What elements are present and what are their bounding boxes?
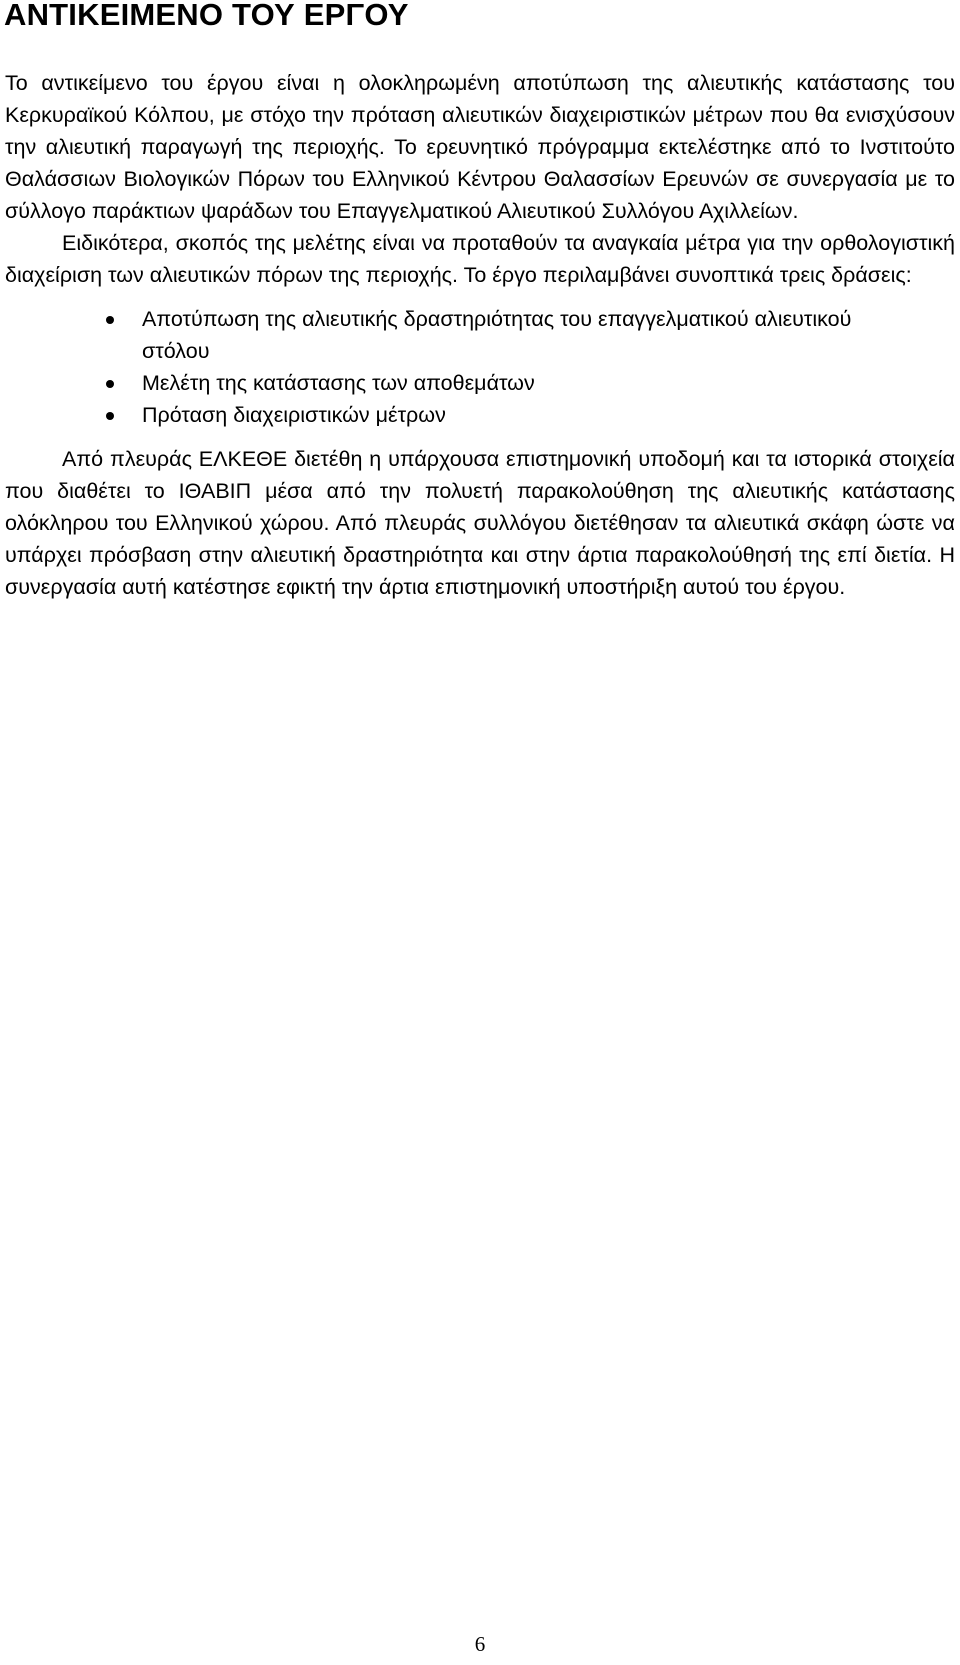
paragraph-intro: Το αντικείμενο του έργου είναι η ολοκληρωμένη αποτύπωση της αλιευτικής κατάστασης του Κερκυραϊκού Κόλπου, με στόχο την πρόταση αλιευτικών διαχειριστικών μέτρων που θα ενισχύσουν την αλιευτική παραγωγή της περιοχής. Το ερευνητικό πρόγραμμα εκτελέστηκε από το Ινστιτούτο Θαλάσσιων Βιολογικών Πόρων του Ελληνικού Κέντρου Θαλασσίων Ερευνών σε συνεργασία με το σύλλογο παράκτιων ψαράδων του Επαγγελματικού Αλιευτικού Συλλόγου Αχιλλείων. [5,71,955,223]
bullet-dot-icon [106,316,114,324]
page-number: 6 [474,1632,486,1656]
actions-list [5,303,955,431]
list-item-text: Αποτύπωση της αλιευτικής δραστηριότητας του επαγγελματικού αλιευτικού στόλου [142,307,852,363]
paragraph-purpose: Ειδικότερα, σκοπός της μελέτης είναι να προταθούν τα αναγκαία μέτρα για την ορθολογιστική διαχείριση των αλιευτικών πόρων της περιοχής. Το έργο περιλαμβάνει συνοπτικά τρεις δράσεις: [5,231,955,287]
list-item-text: Μελέτη της κατάστασης των αποθεμάτων [142,371,535,395]
list-item [5,399,955,431]
bullet-dot-icon [106,380,114,388]
list-item [5,367,955,399]
document-body [5,67,955,603]
list-item-text: Πρόταση διαχειριστικών μέτρων [142,403,446,427]
list-item [5,303,955,367]
bullet-dot-icon [106,412,114,420]
paragraph-resources: Από πλευράς ΕΛΚΕΘΕ διετέθη η υπάρχουσα επιστημονική υποδομή και τα ιστορικά στοιχεία που διαθέτει το ΙΘΑΒΙΠ μέσα από την πολυετή παρακολούθηση της αλιευτικής κατάστασης ολόκληρου του Ελληνικού χώρου. Από πλευράς συλλόγου διετέθησαν τα αλιευτικά σκάφη ώστε να υπάρχει πρόσβαση στην αλιευτική δραστηριότητα και στην άρτια παρακολούθησή της επί διετία. Η συνεργασία αυτή κατέστησε εφικτή την άρτια επιστημονική υποστήριξη αυτού του έργου. [5,447,955,599]
page-title: ΑΝΤΙΚΕΙΜΕΝΟ ΤΟΥ ΕΡΓΟΥ [4,0,409,32]
